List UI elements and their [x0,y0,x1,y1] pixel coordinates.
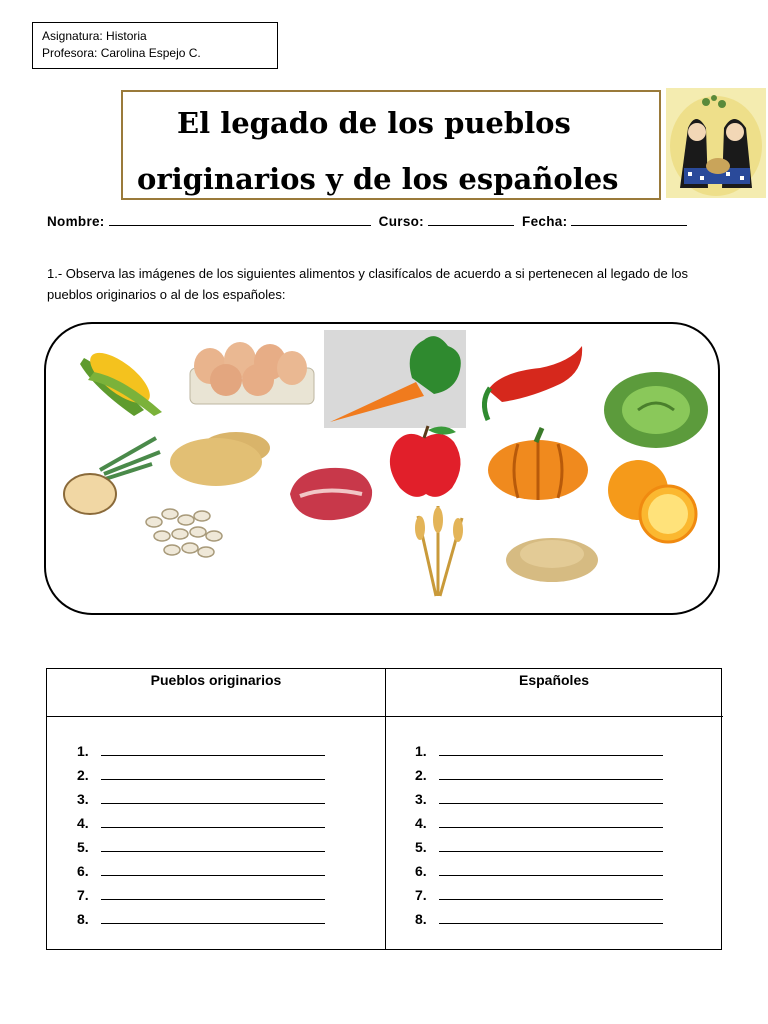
apple-icon [390,426,461,497]
answer-row [77,887,325,911]
food-illustrations [46,324,718,613]
header-pueblos-originarios: Pueblos originarios [47,669,385,717]
answer-blank[interactable] [439,911,663,924]
beans-icon [146,509,222,557]
answer-row [415,911,663,935]
answer-row [77,743,325,767]
answer-row [77,815,325,839]
answer-number: 6. [77,863,89,879]
course-label: Curso: [378,214,424,229]
answer-number: 8. [77,911,89,927]
wheat-icon [415,506,463,596]
orange-icon [608,460,696,542]
column-pueblos-originarios [47,669,386,949]
column-espanoles [385,669,723,949]
answer-number: 4. [77,815,89,831]
answer-blank[interactable] [101,791,325,804]
answer-blank[interactable] [439,887,663,900]
quinoa-icon [506,538,598,582]
answer-row [415,839,663,863]
answer-row [415,791,663,815]
header-espanoles: Españoles [385,669,723,717]
answer-list-left [77,743,325,935]
name-field[interactable] [109,211,371,226]
answer-row [77,911,325,935]
answer-number: 7. [77,887,89,903]
course-field[interactable] [428,211,514,226]
answer-row [415,815,663,839]
answer-number: 8. [415,911,427,927]
answer-row [77,839,325,863]
answer-blank[interactable] [101,863,325,876]
student-info-line [47,211,691,229]
answer-row [415,767,663,791]
corn-icon [80,344,162,416]
answer-blank[interactable] [101,839,325,852]
answer-blank[interactable] [439,791,663,804]
answer-row [415,863,663,887]
date-label: Fecha: [522,214,568,229]
answer-blank[interactable] [439,743,663,756]
instructions-text: 1.- Observa las imágenes de los siguientes alimentos y clasifícalos de acuerdo a si pertenecen al legado de los pueblos originarios o al de los españoles: [47,266,688,302]
answer-row [415,743,663,767]
chili-pepper-icon [484,346,582,420]
answer-blank[interactable] [101,815,325,828]
answer-number: 4. [415,815,427,831]
title-box [121,90,661,200]
answer-number: 6. [415,863,427,879]
name-label: Nombre: [47,214,105,229]
answer-number: 1. [415,743,427,759]
answer-blank[interactable] [439,767,663,780]
answer-number: 2. [415,767,427,783]
pumpkin-icon [488,428,588,500]
answer-row [77,767,325,791]
answer-blank[interactable] [101,743,325,756]
answer-number: 3. [77,791,89,807]
answer-row [415,887,663,911]
title-line-1: El legado de los pueblos [177,106,571,140]
answer-number: 5. [77,839,89,855]
answer-blank[interactable] [439,863,663,876]
answer-number: 7. [415,887,427,903]
answer-blank[interactable] [439,839,663,852]
answer-number: 1. [77,743,89,759]
indigenous-women-illustration [666,88,766,198]
answer-list-right [415,743,663,935]
answer-blank[interactable] [101,887,325,900]
answer-number: 5. [415,839,427,855]
answer-number: 2. [77,767,89,783]
date-field[interactable] [571,211,687,226]
answer-table [46,668,722,950]
lettuce-icon [604,372,708,448]
carrot-icon [324,330,466,428]
answer-blank[interactable] [439,815,663,828]
answer-blank[interactable] [101,767,325,780]
answer-blank[interactable] [101,911,325,924]
potatoes-icon [170,432,270,486]
teacher-text: Profesora: Carolina Espejo C. [42,46,201,60]
beef-icon [290,468,372,520]
answer-row [77,791,325,815]
answer-row [77,863,325,887]
onion-icon [64,438,160,514]
answer-number: 3. [415,791,427,807]
title-line-2: originarios y de los españoles [137,162,619,196]
subject-text: Asignatura: Historia [42,29,147,43]
eggs-icon [190,342,314,404]
food-panel [44,322,720,615]
info-box [32,22,278,69]
